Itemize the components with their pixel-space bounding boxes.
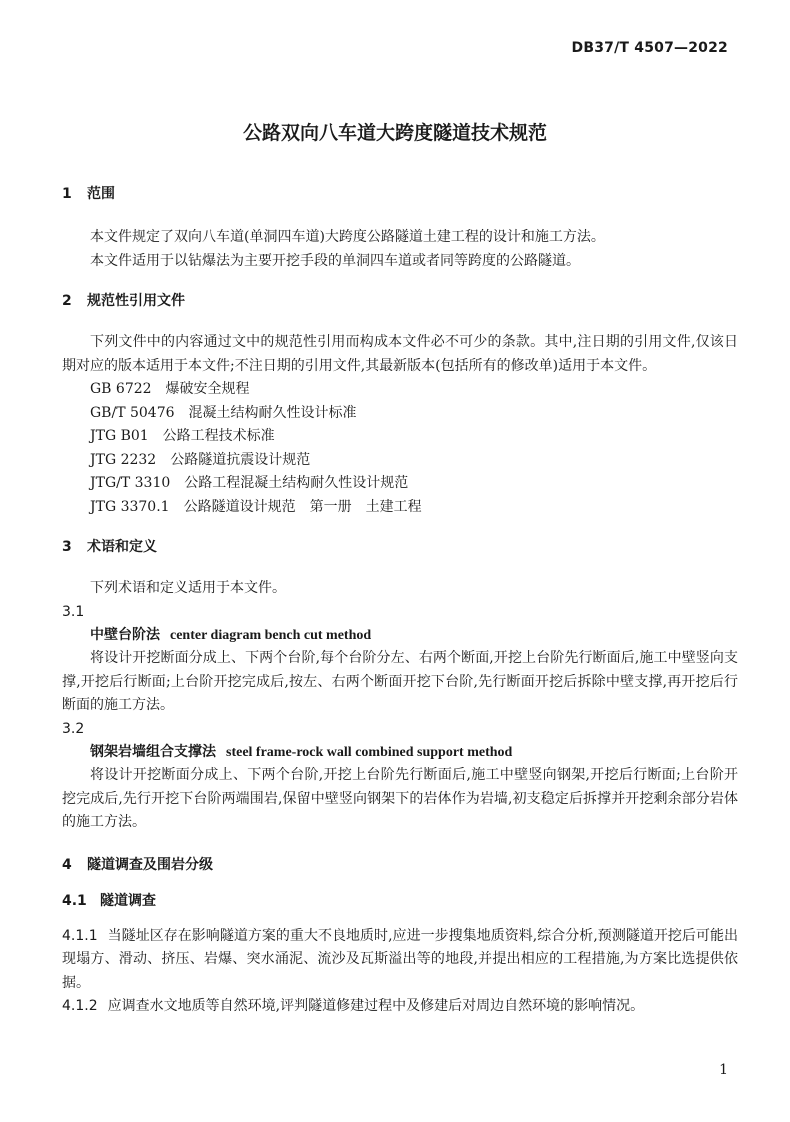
- subsection-number: 4.1: [62, 892, 87, 909]
- clause-text: 当隧址区存在影响隧道方案的重大不良地质时,应进一步搜集地质资料,综合分析,预测隧道开挖后可能出现塌方、滑动、挤压、岩爆、突水涌泥、流沙及瓦斯溢出等的地段,并提出相应的工程措施,为方案比选提供依据。: [62, 927, 738, 991]
- section-number: 3: [62, 539, 72, 555]
- subsection-title: 隧道调查: [100, 892, 156, 909]
- term-heading: [62, 624, 738, 648]
- clause-text: 应调查水文地质等自然环境,评判隧道修建过程中及修建后对周边自然环境的影响情况。: [107, 998, 645, 1014]
- clause-number: 4.1.1: [62, 927, 98, 944]
- paragraph: 下列术语和定义适用于本文件。: [90, 580, 286, 596]
- term-definition: 将设计开挖断面分成上、下两个台阶,每个台阶分左、右两个断面,开挖上台阶先行断面后,施工中壁竖向支撑,开挖后行断面;上台阶开挖完成后,按左、右两个断面开挖下台阶,先行断面开挖后拆除中壁支撑,再开挖后行断面的施工方法。: [62, 650, 738, 713]
- section-number: 1: [62, 186, 72, 202]
- reference-item: JTG/T 3310 公路工程混凝土结构耐久性设计规范: [90, 475, 409, 491]
- reference-item: JTG B01 公路工程技术标准: [90, 428, 275, 444]
- subsection-4-1-heading: [62, 891, 738, 911]
- section-title: 术语和定义: [87, 539, 157, 555]
- term-chinese: 中壁台阶法: [90, 626, 160, 643]
- page-number: 1: [719, 1062, 728, 1078]
- section-4-heading: [62, 855, 738, 875]
- reference-item: JTG 2232 公路隧道抗震设计规范: [90, 451, 311, 468]
- term-heading: [62, 741, 738, 765]
- paragraph: 本文件适用于以钻爆法为主要开挖手段的单洞四车道或者同等跨度的公路隧道。: [90, 252, 580, 269]
- section-number: 2: [62, 293, 72, 309]
- section-3-heading: [62, 537, 738, 557]
- reference-item: JTG 3370.1 公路隧道设计规范 第一册 土建工程: [90, 498, 422, 515]
- clause: [62, 995, 738, 1019]
- reference-item: GB 6722 爆破安全规程: [90, 381, 250, 397]
- section-title: 范围: [87, 186, 115, 202]
- paragraph: 下列文件中的内容通过文中的规范性引用而构成本文件必不可少的条款。其中,注日期的引用文件,仅该日期对应的版本适用于本文件;不注日期的引用文件,其最新版本(包括所有的修改单)适用于本文件。: [62, 334, 738, 374]
- reference-item: GB/T 50476 混凝土结构耐久性设计标准: [90, 404, 357, 421]
- paragraph: 本文件规定了双向八车道(单洞四车道)大跨度公路隧道土建工程的设计和施工方法。: [90, 229, 605, 245]
- section-title: 隧道调查及围岩分级: [87, 856, 213, 873]
- term-english: center diagram bench cut method: [170, 627, 372, 643]
- section-number: 4: [62, 856, 72, 873]
- document-body: [62, 184, 738, 1019]
- term-english: steel frame-rock wall combined support method: [226, 744, 513, 760]
- section-2-heading: [62, 291, 738, 311]
- term-number: 3.1: [62, 603, 85, 620]
- term-chinese: 钢架岩墙组合支撑法: [90, 743, 216, 760]
- term-number: 3.2: [62, 720, 85, 737]
- term-definition: 将设计开挖断面分成上、下两个台阶,开挖上台阶先行断面后,施工中壁竖向钢架,开挖后行断面;上台阶开挖完成后,先行开挖下台阶两端围岩,保留中壁竖向钢架下的岩体作为岩墙,初支稳定后拆撑并开挖剩余部分岩体的施工方法。: [62, 767, 738, 830]
- section-title: 规范性引用文件: [87, 293, 185, 309]
- section-1-heading: [62, 184, 738, 204]
- clause-number: 4.1.2: [62, 998, 98, 1014]
- clause: [62, 925, 738, 996]
- standard-code: DB37/T 4507—2022: [571, 40, 728, 56]
- document-title: 公路双向八车道大跨度隧道技术规范: [242, 122, 547, 144]
